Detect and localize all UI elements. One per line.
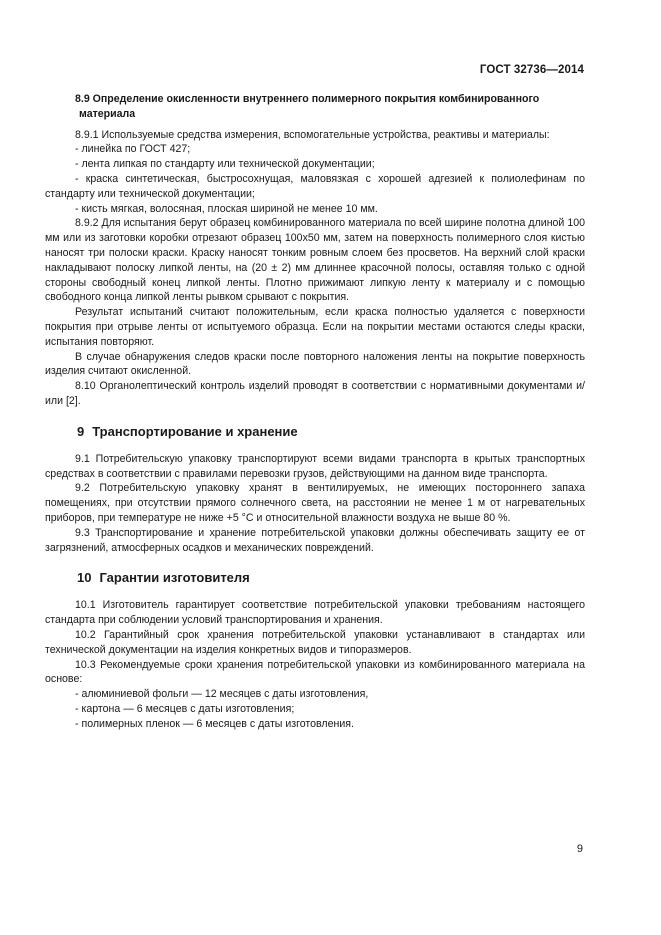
section-10-heading: Гарантии изготовителя xyxy=(99,570,250,586)
paragraph-8-9-1: 8.9.1 Используемые средства измерения, вспомогательные устройства, реактивы и материалы: xyxy=(75,128,550,141)
paragraph-9-3: 9.3 Транспортирование и хранение потребительской упаковки должны обеспечивать защиту ее от загрязнений, атмосферных осадков и механических повреждений. xyxy=(45,526,585,554)
section-9-title xyxy=(45,424,585,440)
list-item: - картона — 6 месяцев с даты изготовления; xyxy=(75,702,295,715)
list-item: - кисть мягкая, волосяная, плоская шириной не менее 10 мм. xyxy=(75,202,378,215)
paragraph-9-2: 9.2 Потребительскую упаковку хранят в вентилируемых, не имеющих постороннего запаха помещениях, при отсутствии прямого солнечного света, на расстоянии не менее 1 м от нагревательных приборов, при температуре не ниже +5 °С и относительной влажности воздуха не выше 80 %. xyxy=(45,482,585,524)
subsection-8-9-title xyxy=(45,92,585,122)
list-item: - лента липкая по стандарту или технической документации; xyxy=(75,158,375,171)
paragraph-9-1: 9.1 Потребительскую упаковку транспортируют всеми видами транспорта в крытых транспортных средствах в соответствии с правилами перевозки грузов, действующими на данном виде транспорта. xyxy=(45,452,585,480)
list-item: - краска синтетическая, быстросохнущая, маловязкая с хорошей адгезией к полиолефинам по стандарту или технической документации; xyxy=(45,172,585,200)
section-9-number: 9 xyxy=(77,423,85,439)
subsection-8-9-title-line2: материала xyxy=(79,107,136,120)
section-10-title xyxy=(45,570,585,586)
paragraph-result: Результат испытаний считают положительным, если краска полностью удаляется с поверхности покрытия при отрыве ленты от испытуемого образца. Если на покрытии местами остаются следы краски, испытания повторяют. xyxy=(45,306,585,348)
paragraph-oxidized: В случае обнаружения следов краски после повторного наложения ленты на покрытие поверхность изделия считают окисленной. xyxy=(45,350,585,378)
list-item: - алюминиевой фольги — 12 месяцев с даты изготовления, xyxy=(75,688,369,701)
page-number: 9 xyxy=(576,843,583,855)
section-10-number: 10 xyxy=(77,570,92,586)
subsection-8-9-title-line1: 8.9 Определение окисленности внутреннего полимерного покрытия комбинированного xyxy=(75,93,540,105)
section-9-heading: Транспортирование и хранение xyxy=(92,423,298,439)
paragraph-8-10: 8.10 Органолептический контроль изделий проводят в соответствии с нормативными документами и/или [2]. xyxy=(45,380,585,407)
paragraph-10-2: 10.2 Гарантийный срок хранения потребительской упаковки устанавливают в стандартах или технической документации на изделия конкретных видов и типоразмеров. xyxy=(45,628,585,656)
list-item: - полимерных пленок — 6 месяцев с даты изготовления. xyxy=(75,717,354,730)
standard-header: ГОСТ 32736—2014 xyxy=(479,64,584,76)
page-content xyxy=(45,92,585,731)
paragraph-10-1: 10.1 Изготовитель гарантирует соответствие потребительской упаковки требованиям настоящего стандарта при соблюдении условий транспортирования и хранения. xyxy=(45,599,585,627)
paragraph-8-9-2: 8.9.2 Для испытания берут образец комбинированного материала по всей ширине полотна длиной 100 мм или из заготовки коробки отрезают образец 100х50 мм, затем на поверхность полимерного слоя кистью наносят три полоски краски. Краску наносят тонким ровным слоем без просветов. На верхний слой краски накладывают полоску липкой ленты, на (20 ± 2) мм длиннее красочной полосы, оставляя только с одной стороны свободный конец липкой ленты. Плотно прижимают липкую ленту к материалу и с помощью свободного конца липкой ленты рывком срывают с покрытия. xyxy=(45,217,585,304)
list-item: - линейка по ГОСТ 427; xyxy=(75,143,191,156)
paragraph-10-3: 10.3 Рекомендуемые сроки хранения потребительской упаковки из комбинированного материала на основе: xyxy=(45,658,585,686)
